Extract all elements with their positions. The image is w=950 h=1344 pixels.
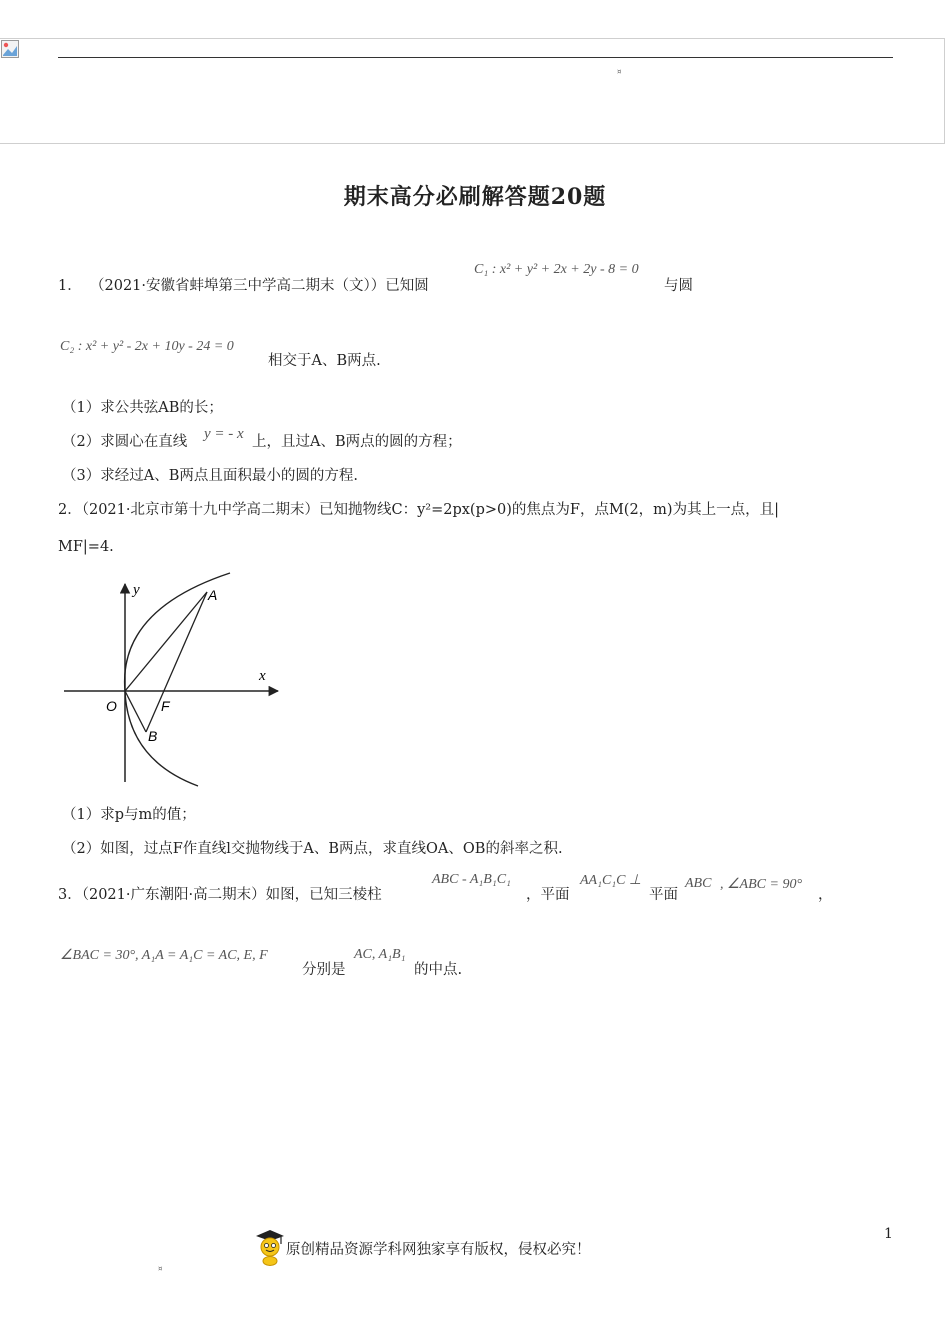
q3-midpoints: AC, A₁B₁: [354, 947, 406, 962]
page-title: 期末高分必刷解答题20题: [343, 184, 607, 210]
label-x: x: [259, 668, 266, 684]
q3-part5: 分别是: [302, 962, 346, 978]
copyright-notice: 原创精品资源学科网独家享有版权，侵权必究！: [286, 1242, 591, 1258]
q2-line1: 2．（2021·北京市第十九中学高二期末）已知抛物线C：y²=2px(p>0)的焦点为F，点M(2，m)为其上一点，且|: [58, 502, 779, 518]
q1-source: （2021·安徽省蚌埠第三中学高二期末（文））已知圆: [90, 278, 429, 294]
label-y: y: [133, 582, 140, 598]
broken-image-icon: [1, 40, 19, 58]
header-box: [0, 38, 945, 144]
q3-plane: AA₁C₁C ⊥: [580, 873, 642, 888]
q3-part1: 3．（2021·广东潮阳·高二期末）如图，已知三棱柱: [58, 887, 382, 903]
q1-equation-c1: C₁ : x² + y² + 2x + 2y - 8 = 0: [474, 262, 639, 277]
q1-conn2: 相交于A、B两点.: [268, 353, 381, 369]
q3-conditions: ∠BAC = 30°, A₁A = A₁C = AC, E, F: [60, 948, 268, 963]
page-number: 1: [884, 1226, 893, 1242]
mascot-icon: [254, 1228, 286, 1266]
q3-abc: ABC: [685, 876, 712, 891]
q1-sub2-b: 上，且过A、B两点的圆的方程；: [252, 434, 462, 450]
q3-angle-abc: , ∠ABC = 90°: [720, 877, 803, 892]
q1-sub2-equation: y = - x: [204, 426, 244, 442]
q3-prism: ABC - A₁B₁C₁: [432, 872, 511, 887]
parabola-curve: [125, 573, 230, 786]
parabola-figure: [60, 570, 285, 790]
q1-sub3: （3）求经过A、B两点且面积最小的圆的方程.: [62, 468, 358, 484]
q1-conn1: 与圆: [664, 278, 693, 294]
header-mark: ¤: [617, 68, 622, 76]
q1-sub1: （1）求公共弦AB的长；: [62, 400, 223, 416]
footer-mark: ¤: [158, 1265, 163, 1273]
q1-sub2-a: （2）求圆心在直线: [62, 434, 188, 450]
q3-part3: 平面: [649, 887, 678, 903]
q3-part2: ，平面: [526, 887, 570, 903]
q1-equation-c2: C₂ : x² + y² - 2x + 10y - 24 = 0: [60, 339, 234, 354]
q2-line2: MF|=4.: [58, 539, 114, 555]
label-o: O: [106, 698, 117, 714]
header-rule: [58, 57, 893, 58]
q2-sub1: （1）求p与m的值；: [62, 807, 196, 823]
label-a: A: [208, 587, 218, 603]
line-oa: [125, 592, 207, 691]
q2-sub2: （2）如图，过点F作直线l交抛物线于A、B两点，求直线OA、OB的斜率之积.: [62, 841, 563, 857]
q3-part6: 的中点.: [414, 962, 463, 978]
label-f: F: [161, 698, 170, 714]
q1-number: 1．: [58, 278, 82, 294]
label-b: B: [148, 728, 158, 744]
q3-part4: ，: [818, 887, 833, 903]
